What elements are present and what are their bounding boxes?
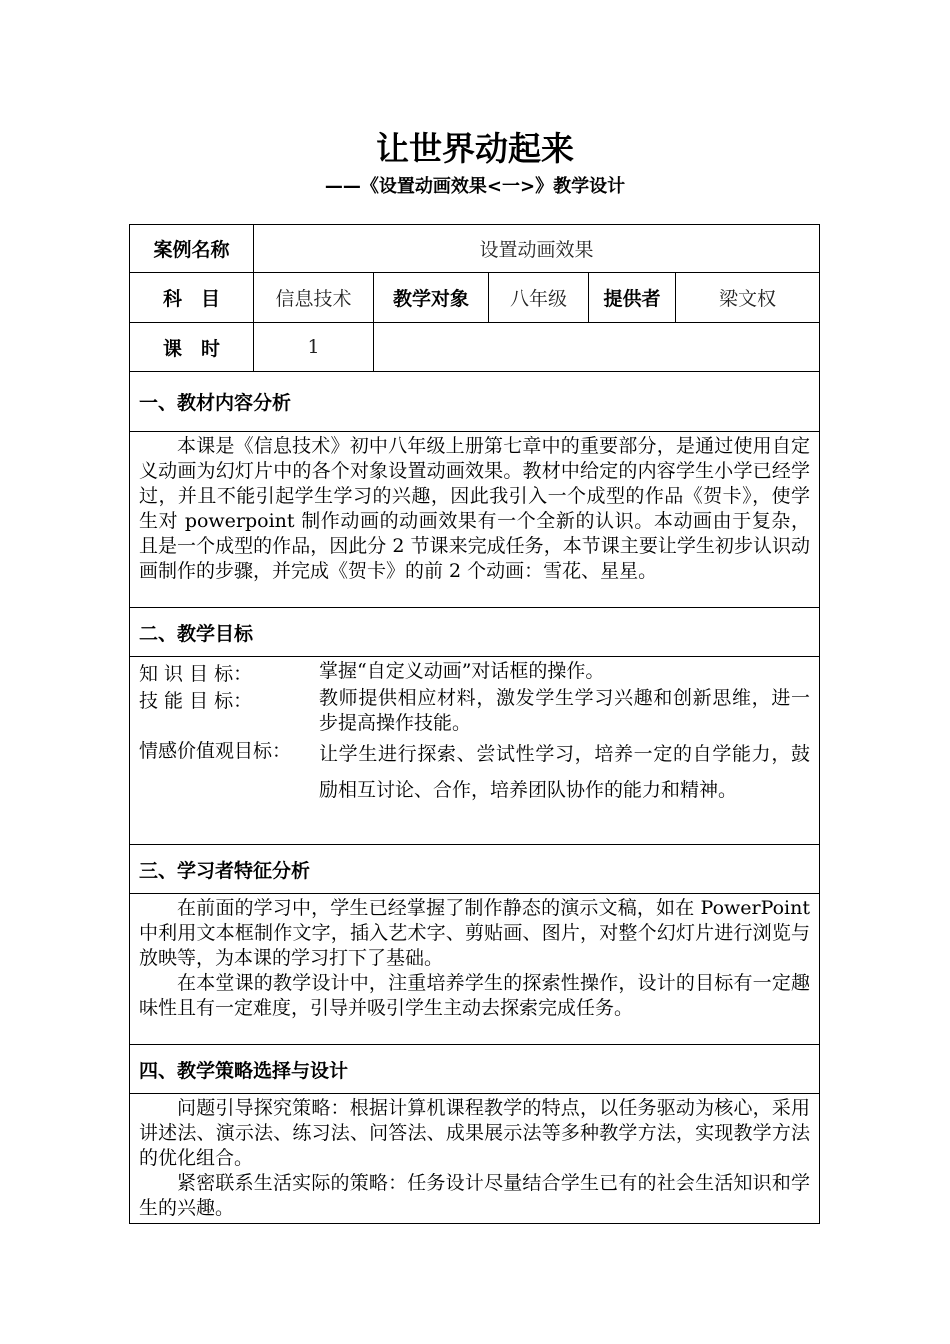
- subject-value: 信息技术: [254, 273, 374, 323]
- lesson-plan-table: [129, 224, 820, 1224]
- goal-knowledge: [139, 659, 810, 686]
- paragraph: 在前面的学习中，学生已经掌握了制作静态的演示文稿，如在 PowerPoint 中利用文本框制作文字，插入艺术字、剪贴画、图片，对整个幻灯片进行浏览与放映等，为本课的学习打下了基础。: [139, 897, 811, 969]
- goal-affective: [139, 736, 810, 808]
- content-analysis-body: [130, 432, 820, 608]
- goal-label: 情感价值观目标：: [139, 740, 292, 762]
- section-heading-content-analysis: 一、教材内容分析: [130, 372, 820, 432]
- section-body-row: [130, 432, 820, 608]
- goal-label: 技 能 目 标：: [139, 690, 253, 712]
- hours-empty-cell: [374, 323, 820, 372]
- teaching-goals-body: [130, 657, 820, 845]
- section-body-row: [130, 1094, 820, 1224]
- section-heading-row: [130, 1045, 820, 1094]
- section-heading-teaching-strategy: 四、教学策略选择与设计: [130, 1045, 820, 1094]
- paragraph: 紧密联系生活实际的策略：任务设计尽量结合学生已有的社会生活知识和学生的兴趣。: [139, 1172, 811, 1219]
- goal-skill: [139, 686, 810, 736]
- section-heading-row: [130, 845, 820, 894]
- goal-text: 教师提供相应材料，激发学生学习兴趣和创新思维，进一步提高操作技能。: [319, 687, 811, 734]
- subject-row: [130, 273, 820, 323]
- hours-label: 课 时: [130, 323, 254, 372]
- audience-value: 八年级: [489, 273, 589, 323]
- goal-text: 让学生进行探索、尝试性学习，培养一定的自学能力，鼓励相互讨论、合作，培养团队协作的能力和精神。: [319, 743, 811, 801]
- document-title: 让世界动起来: [376, 129, 574, 168]
- case-name-label: 案例名称: [130, 225, 254, 273]
- document-subtitle: ——《设置动画效果<一>》教学设计: [324, 176, 626, 197]
- paragraph: 本课是《信息技术》初中八年级上册第七章中的重要部分，是通过使用自定义动画为幻灯片中的各个对象设置动画效果。教材中给定的内容学生小学已经学过，并且不能引起学生学习的兴趣，因此我引入一个成型的作品《贺卡》，使学生对 powerpoint 制作动画的动画效果有一个全新的认识。本动画由于复杂，且是一个成型的作品，因此分 2 节课来完成任务，本节课主要让学生初步认识动画制作的步骤，并完成《贺卡》的前 2 个动画：雪花、星星。: [139, 435, 811, 582]
- hours-value: 1: [254, 323, 374, 372]
- case-name-value: 设置动画效果: [254, 225, 820, 273]
- goal-text: 掌握“自定义动画”对话框的操作。: [319, 660, 605, 682]
- learner-analysis-body: [130, 894, 820, 1045]
- section-heading-learner-analysis: 三、学习者特征分析: [130, 845, 820, 894]
- section-body-row: [130, 657, 820, 845]
- section-body-row: [130, 894, 820, 1045]
- teaching-strategy-body: [130, 1094, 820, 1224]
- section-heading-teaching-goals: 二、教学目标: [130, 608, 820, 657]
- hours-row: [130, 323, 820, 372]
- case-name-row: [130, 225, 820, 273]
- paragraph: 在本堂课的教学设计中，注重培养学生的探索性操作，设计的目标有一定趣味性且有一定难度，引导并吸引学生主动去探索完成任务。: [139, 972, 811, 1019]
- provider-value: 梁文权: [676, 273, 820, 323]
- audience-label: 教学对象: [374, 273, 489, 323]
- goal-label: 知 识 目 标：: [139, 663, 253, 685]
- provider-label: 提供者: [589, 273, 676, 323]
- section-heading-row: [130, 608, 820, 657]
- section-heading-row: [130, 372, 820, 432]
- paragraph: 问题引导探究策略：根据计算机课程教学的特点，以任务驱动为核心，采用讲述法、演示法、练习法、问答法、成果展示法等多种教学方法，实现教学方法的优化组合。: [139, 1097, 811, 1169]
- subject-label: 科 目: [130, 273, 254, 323]
